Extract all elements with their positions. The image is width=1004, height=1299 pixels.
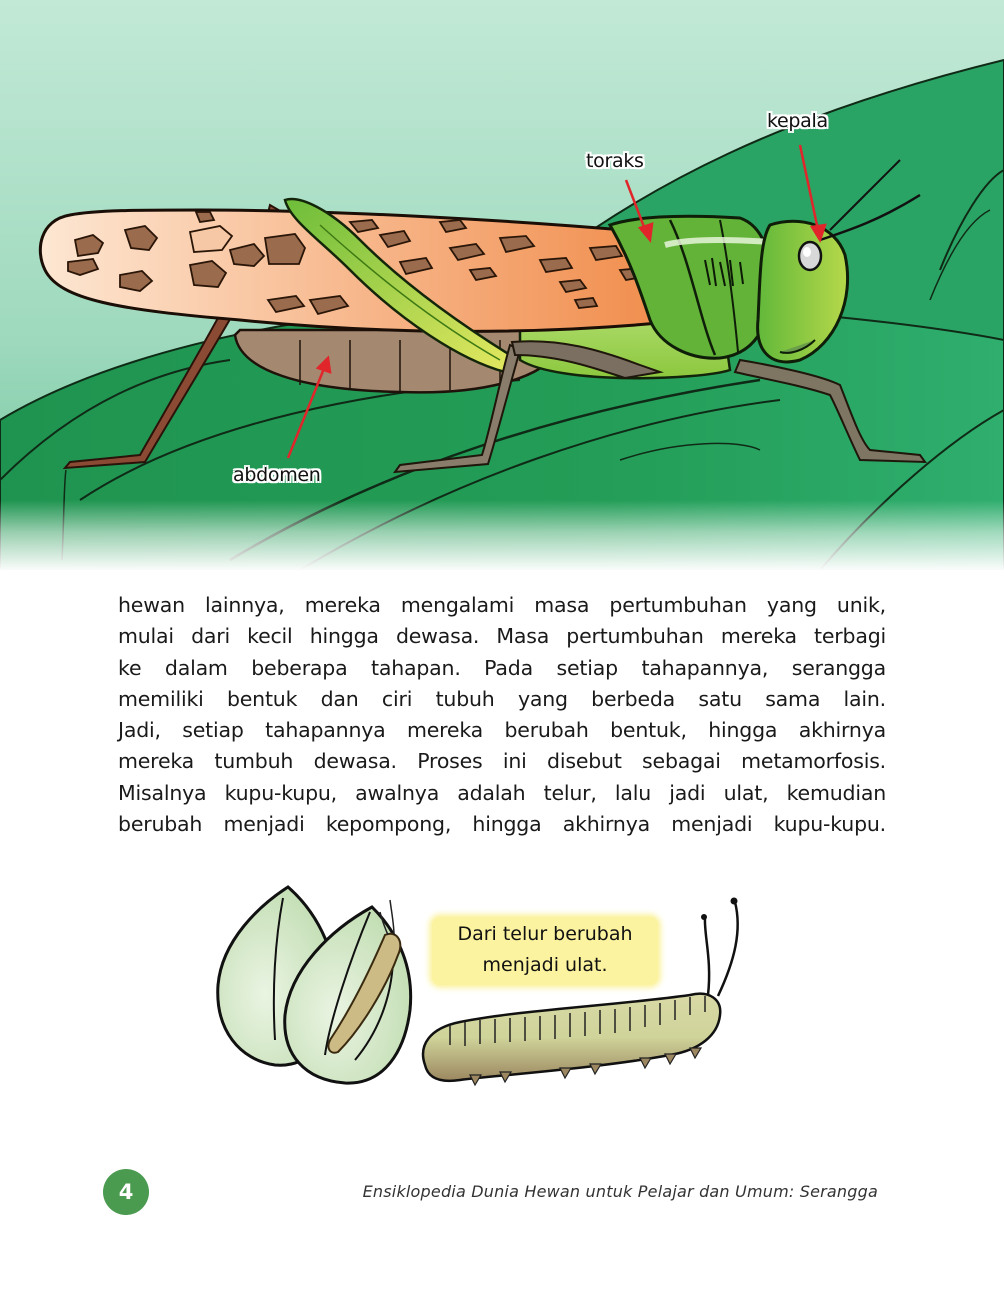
- paragraph-line: ke dalam beberapa tahapan. Pada setiap tahapannya, serangga: [118, 655, 886, 680]
- bottom-fade: [0, 500, 1004, 570]
- caption-line-1: Dari telur berubah: [457, 923, 633, 945]
- paragraph-line: memiliki bentuk dan ciri tubuh yang berbeda satu sama lain.: [118, 686, 886, 711]
- caption-bubble: [432, 917, 658, 985]
- paragraph-line: mulai dari kecil hingga dewasa. Masa pertumbuhan mereka terbagi: [118, 624, 886, 649]
- grasshopper-drawing: [0, 0, 1004, 570]
- book-title: Ensiklopedia Dunia Hewan untuk Pelajar dan Umum: Serangga: [362, 1182, 878, 1201]
- paragraph-line: mereka tumbuh dewasa. Proses ini disebut sebagai metamorfosis.: [118, 749, 886, 774]
- label-thorax: toraks: [586, 150, 644, 172]
- paragraph-line: Jadi, setiap tahapannya mereka berubah bentuk, hingga akhirnya: [118, 718, 886, 743]
- label-head: kepala: [767, 110, 828, 132]
- paragraph-line: hewan lainnya, mereka mengalami masa pertumbuhan yang unik,: [118, 593, 886, 617]
- label-abdomen: abdomen: [233, 464, 321, 486]
- paragraph-line: berubah menjadi kepompong, hingga akhirnya menjadi kupu-kupu.: [118, 812, 886, 837]
- paragraph-line: Misalnya kupu-kupu, awalnya adalah telur, lalu jadi ulat, kemudian: [118, 780, 886, 805]
- grasshopper-illustration: [0, 0, 1004, 570]
- body-paragraph: [118, 590, 886, 840]
- page-number-badge: 4: [103, 1169, 149, 1215]
- egg-to-caterpillar-illustration: [210, 880, 770, 1095]
- caption-line-2: menjadi ulat.: [482, 954, 608, 976]
